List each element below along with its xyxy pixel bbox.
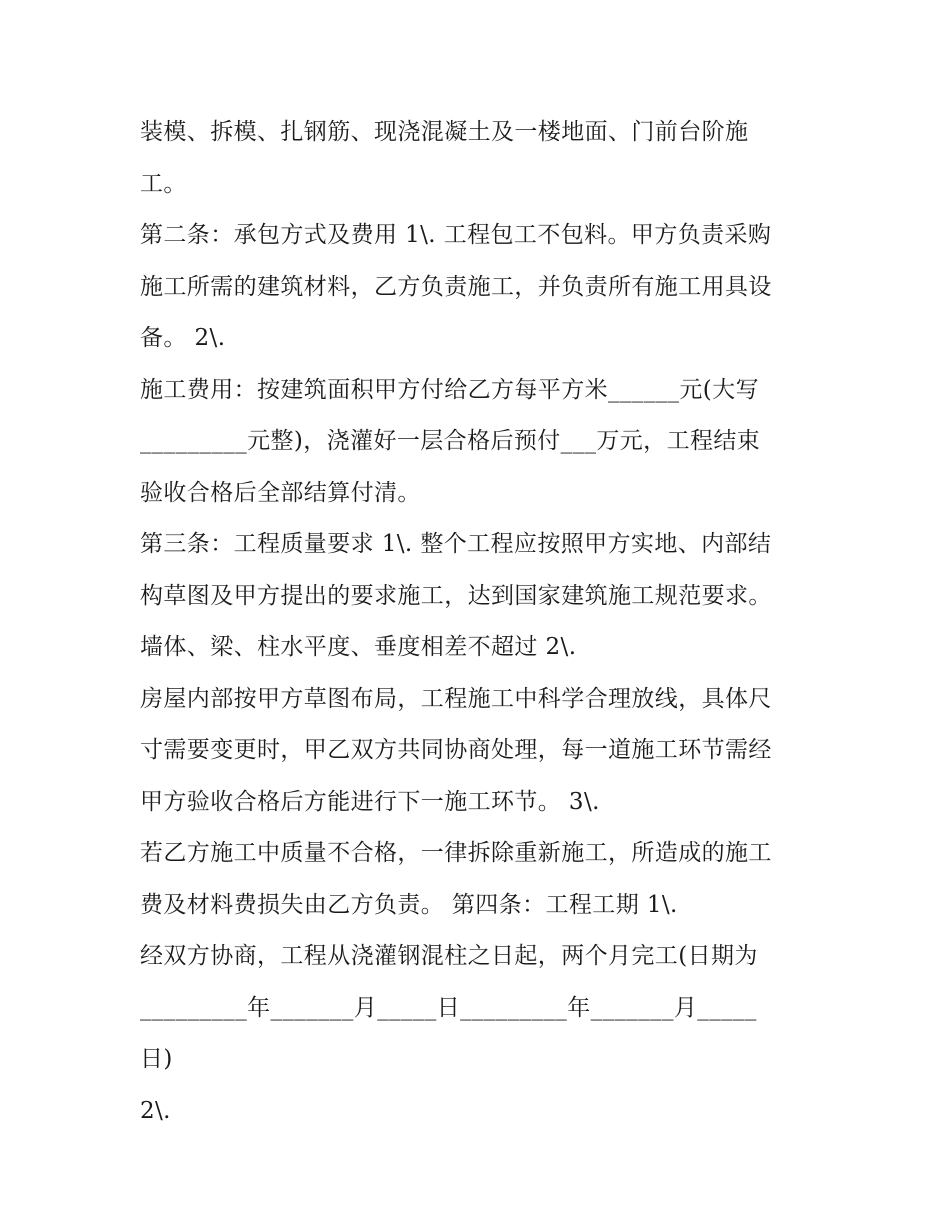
text-line: 验收合格后全部结算付清。	[140, 479, 421, 506]
text-line: 2\.	[140, 1097, 171, 1124]
text-line: 房屋内部按甲方草图布局，工程施工中科学合理放线，具体尺	[140, 685, 772, 712]
text-line: 工。	[140, 170, 187, 197]
text-line: 第二条：承包方式及费用 1\. 工程包工不包料。甲方负责采购	[140, 222, 772, 248]
text-line: 施工所需的建筑材料，乙方负责施工，并负责所有施工用具设	[140, 273, 772, 300]
text-line: 装模、拆模、扎钢筋、现浇混凝土及一楼地面、门前台阶施	[140, 119, 749, 145]
text-line: 经双方协商，工程从浇灌钢混柱之日起，两个月完工(日期为	[140, 943, 758, 969]
text-line: 若乙方施工中质量不合格，一律拆除重新施工，所造成的施工	[140, 840, 772, 866]
text-line: 第三条：工程质量要求 1\. 整个工程应按照甲方实地、内部结	[140, 531, 772, 557]
contract-text	[140, 107, 820, 1137]
text-line: 备。 2\.	[140, 325, 226, 351]
text-line: 墙体、梁、柱水平度、垂度相差不超过 2\.	[140, 634, 577, 660]
text-line: _________年_______月_____日_________年_______月_____	[140, 994, 757, 1021]
text-line: 费及材料费损失由乙方负责。 第四条：工程工期 1\.	[140, 891, 678, 918]
text-line: 甲方验收合格后方能进行下一施工环节。 3\.	[140, 788, 600, 815]
text-line: 日)	[140, 1046, 173, 1072]
text-line: _________元整)，浇灌好一层合格后预付___万元，工程结束	[140, 428, 761, 454]
text-line: 构草图及甲方提出的要求施工，达到国家建筑施工规范要求。	[140, 582, 772, 609]
text-line: 寸需要变更时，甲乙双方共同协商处理，每一道施工环节需经	[140, 737, 772, 763]
text-line: 施工费用：按建筑面积甲方付给乙方每平方米______元(大写	[140, 376, 759, 403]
